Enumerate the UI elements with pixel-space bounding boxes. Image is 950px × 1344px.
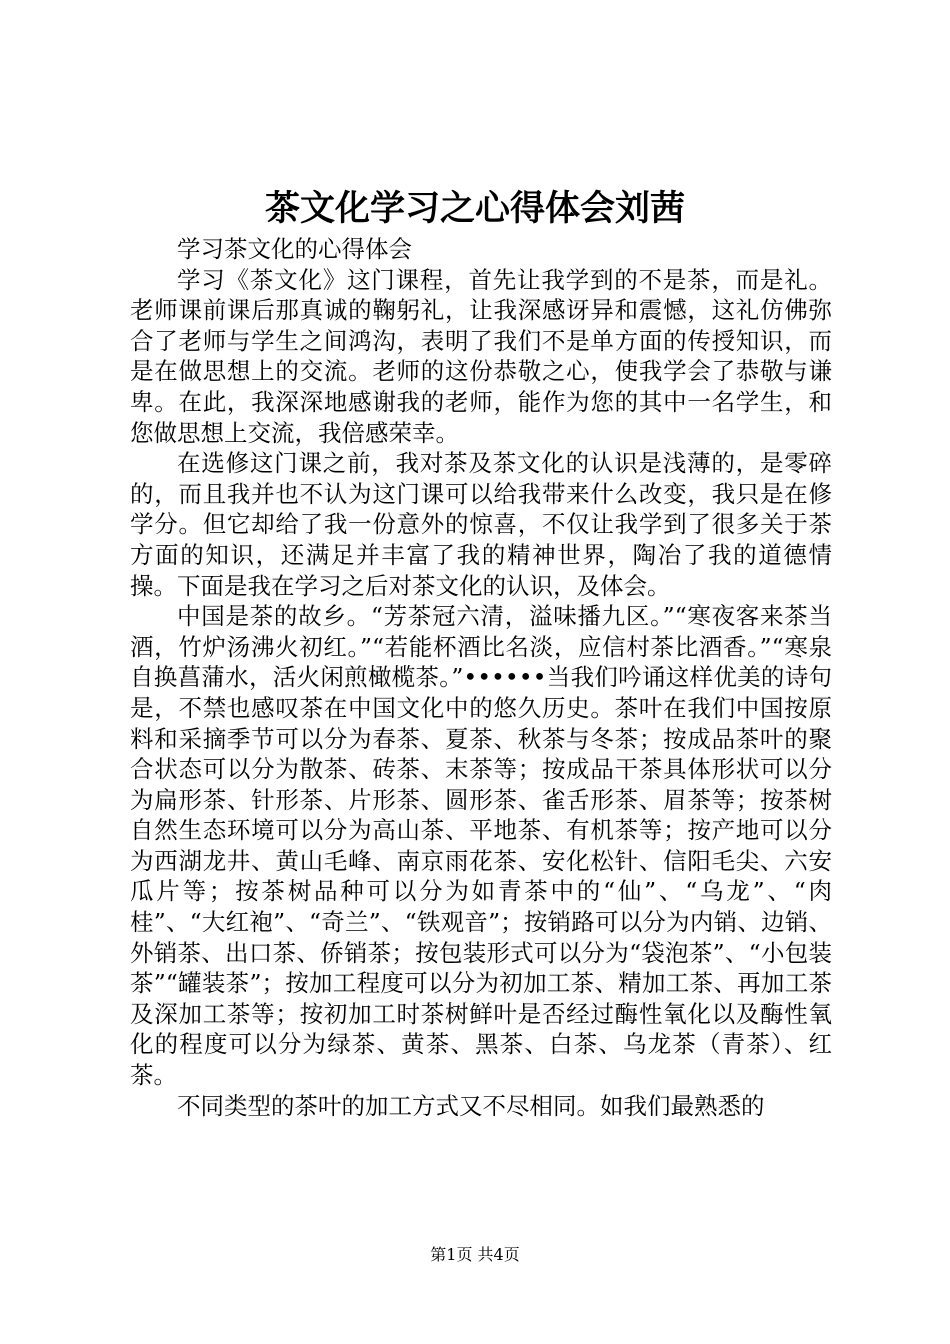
document-body: [130, 234, 832, 1121]
subtitle-paragraph: 学习茶文化的心得体会: [177, 235, 412, 263]
body-paragraph: 不同类型的茶叶的加工方式又不尽相同。如我们最熟悉的: [177, 1091, 765, 1120]
body-paragraph: 在选修这门课之前，我对茶及茶文化的认识是浅薄的，是零碎的，而且我并也不认为这门课可以给我带来什么改变，我只是在修学分。但它却给了我一份意外的惊喜，不仅让我学到了很多关于茶方面的知识，还满足并丰富了我的精神世界，陶冶了我的道德情操。下面是我在学习之后对茶文化的认识，及体会。: [130, 449, 832, 600]
page-footer: 第1页 共4页: [430, 1245, 520, 1264]
body-paragraph: 学习《茶文化》这门课程，首先让我学到的不是茶，而是礼。老师课前课后那真诚的鞠躬礼，让我深感讶异和震憾，这礼仿佛弥合了老师与学生之间鸿沟，表明了我们不是单方面的传授知识，而是在做思想上的交流。老师的这份恭敬之心，使我学会了恭敬与谦卑。在此，我深深地感谢我的老师，能作为您的其中一名学生，和您做思想上交流，我倍感荣幸。: [130, 265, 832, 447]
document-title: 茶文化学习之心得体会刘茜: [264, 188, 685, 229]
body-paragraph: 中国是茶的故乡。“芳茶冠六清，溢味播九区。”“寒夜客来茶当酒，竹炉汤沸火初红。”“若能杯酒比名淡，应信村茶比酒香。”“寒泉自换菖蒲水，活火闲煎橄榄茶。”••••••当我们吟诵这样优美的诗句是，不禁也感叹茶在中国文化中的悠久历史。茶叶在我们中国按原料和采摘季节可以分为春茶、夏茶、秋茶与冬茶；按成品茶叶的聚合状态可以分为散茶、砖茶、末茶等；按成品干茶具体形状可以分为扁形茶、针形茶、片形茶、圆形茶、雀舌形茶、眉茶等；按茶树自然生态环境可以分为高山茶、平地茶、有机茶等；按产地可以分为西湖龙井、黄山毛峰、南京雨花茶、安化松针、信阳毛尖、六安瓜片等；按茶树品种可以分为如青茶中的“仙”、“乌龙”、“肉桂”、“大红袍”、“奇兰”、“铁观音”；按销路可以分为内销、边销、外销茶、出口茶、侨销茶；按包装形式可以分为“袋泡茶”、“小包装茶”“罐装茶”；按加工程度可以分为初加工茶、精加工茶、再加工茶及深加工茶等；按初加工时茶树鲜叶是否经过酶性氧化以及酶性氧化的程度可以分为绿茶、黄茶、黑茶、白茶、乌龙茶（青茶）、红茶。: [130, 602, 832, 1090]
